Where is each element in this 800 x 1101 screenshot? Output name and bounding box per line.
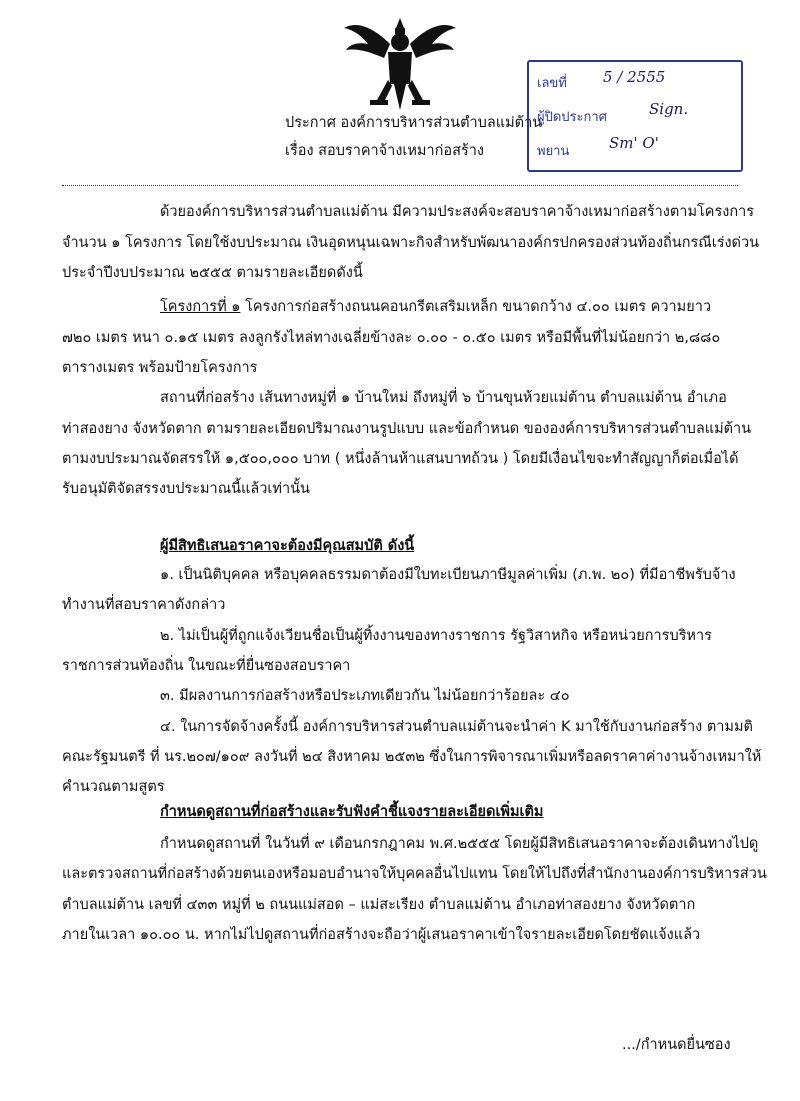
location-line: ท่าสองยาง จังหวัดตาก ตามรายละเอียดปริมาณงานรูปแบบ และข้อกำหนด ขององค์การบริหารส่วนตำบลแม่ต้าน <box>62 421 752 437</box>
project-line: ๗๒๐ เมตร หนา ๐.๑๕ เมตร ลงลูกรังไหล่ทางเฉลี่ยข้างละ ๐.๐๐ - ๐.๕๐ เมตร หรือมีพื้นที่ไม่น้อยกว่า ๒,๘๘๐ <box>62 330 721 346</box>
project-line-1 <box>160 297 711 317</box>
location-line: สถานที่ก่อสร้าง เส้นทางหมู่ที่ ๑ บ้านใหม่ ถึงหมู่ที่ ๖ บ้านขุนห้วยแม่ต้าน ตำบลแม่ต้าน อำเภอ <box>160 390 727 406</box>
qualification-item: ๔. ในการจัดจ้างครั้งนี้ องค์การบริหารส่วนตำบลแม่ต้านจะนำค่า K มาใช้กับงานก่อสร้าง ตามมติ <box>160 719 753 735</box>
intro-line: ด้วยองค์การบริหารส่วนตำบลแม่ต้าน มีความประสงค์จะสอบราคาจ้างเหมาก่อสร้างตามโครงการ <box>160 204 755 220</box>
stamp-announcer-label: ผู้ปิดประกาศ <box>537 110 607 125</box>
qualification-item: คำนวณตามสูตร <box>62 779 165 795</box>
stamp-witness-label: พยาน <box>537 144 570 159</box>
stamp-announcer-signature: Sign. <box>649 100 689 118</box>
location-line: ตามงบประมาณจัดสรรให้ ๑,๕๐๐,๐๐๐ บาท ( หนึ่งล้านห้าแสนบาทถ้วน ) โดยมีเงื่อนไขจะทำสัญญาก็ต่อเมื่อได้ <box>62 451 739 467</box>
announcement-title: ประกาศ องค์การบริหารส่วนตำบลแม่ต้าน <box>285 115 543 131</box>
intro-line: จำนวน ๑ โครงการ โดยใช้งบประมาณ เงินอุดหนุนเฉพาะกิจสำหรับพัฒนาองค์กรปกครองส่วนท้องถิ่นกรณีเร่งด่วน <box>62 235 760 251</box>
project-description: โครงการก่อสร้างถนนคอนกรีตเสริมเหล็ก ขนาดกว้าง ๔.๐๐ เมตร ความยาว <box>240 299 711 315</box>
registration-stamp <box>527 60 743 172</box>
project-line: ตารางเมตร พร้อมป้ายโครงการ <box>62 360 258 376</box>
stamp-number-value: 5 / 2555 <box>603 68 666 86</box>
site-visit-line: ตำบลแม่ต้าน เลขที่ ๔๓๓ หมู่ที่ ๒ ถนนแม่สอด – แม่สะเรียง ตำบลแม่ต้าน อำเภอท่าสองยาง จังหวัดตาก <box>62 897 696 913</box>
qualification-item: ๓. มีผลงานการก่อสร้างหรือประเภทเดียวกัน ไม่น้อยกว่าร้อยละ ๔๐ <box>160 688 570 704</box>
project-label: โครงการที่ ๑ <box>160 299 241 315</box>
site-visit-line: ภายในเวลา ๑๐.๐๐ น. หากไม่ไปดูสถานที่ก่อสร้างจะถือว่าผู้เสนอราคาเข้าใจรายละเอียดโดยชัดแจ้งแล้ว <box>62 927 701 943</box>
header-divider <box>62 185 738 186</box>
garuda-emblem-icon <box>340 14 460 114</box>
qualifications-heading: ผู้มีสิทธิเสนอราคาจะต้องมีคุณสมบัติ ดังนี้ <box>160 538 415 554</box>
site-visit-line: กำหนดดูสถานที่ ในวันที่ ๙ เดือนกรกฎาคม พ.ศ.๒๕๕๕ โดยผู้มีสิทธิเสนอราคาจะต้องเดินทางไปดู <box>160 836 759 852</box>
qualification-item: ๒. ไม่เป็นผู้ที่ถูกแจ้งเวียนชื่อเป็นผู้ทิ้งงานของทางราชการ รัฐวิสาหกิจ หรือหน่วยการบริหาร <box>160 628 712 644</box>
stamp-witness-signature: Sm' O' <box>609 134 659 152</box>
intro-line: ประจำปีงบประมาณ ๒๕๕๕ ตามรายละเอียดดังนี้ <box>62 265 363 281</box>
qualification-item: ราชการส่วนท้องถิ่น ในขณะที่ยื่นซองสอบราคา <box>62 658 351 674</box>
qualification-item: คณะรัฐมนตรี ที่ นร.๒๐๗/๑๐๙ ลงวันที่ ๒๔ สิงหาคม ๒๕๓๒ ซึ่งในการพิจารณาเพิ่มหรือลดราคาค่างานจ้างเหมาให้ <box>62 749 762 765</box>
subject-line: เรื่อง สอบราคาจ้างเหมาก่อสร้าง <box>285 143 484 159</box>
stamp-number-label: เลขที่ <box>537 76 567 91</box>
qualification-item: ทำงานที่สอบราคาดังกล่าว <box>62 597 226 613</box>
location-line: รับอนุมัติจัดสรรงบประมาณนี้แล้วเท่านั้น <box>62 481 310 497</box>
continuation-note: .../กำหนดยื่นซอง <box>622 1037 731 1053</box>
qualification-item: ๑. เป็นนิติบุคคล หรือบุคคลธรรมดาต้องมีใบทะเบียนภาษีมูลค่าเพิ่ม (ภ.พ. ๒๐) ที่มีอาชีพรับจ้าง <box>160 567 736 583</box>
site-visit-heading: กำหนดดูสถานที่ก่อสร้างและรับฟังคำชี้แจงรายละเอียดเพิ่มเติม <box>160 804 544 820</box>
site-visit-line: และตรวจสถานที่ก่อสร้างด้วยตนเองหรือมอบอำนาจให้บุคคลอื่นไปแทน โดยให้ไปถึงที่สำนักงานองค์การบริหารส่วน <box>62 866 767 882</box>
